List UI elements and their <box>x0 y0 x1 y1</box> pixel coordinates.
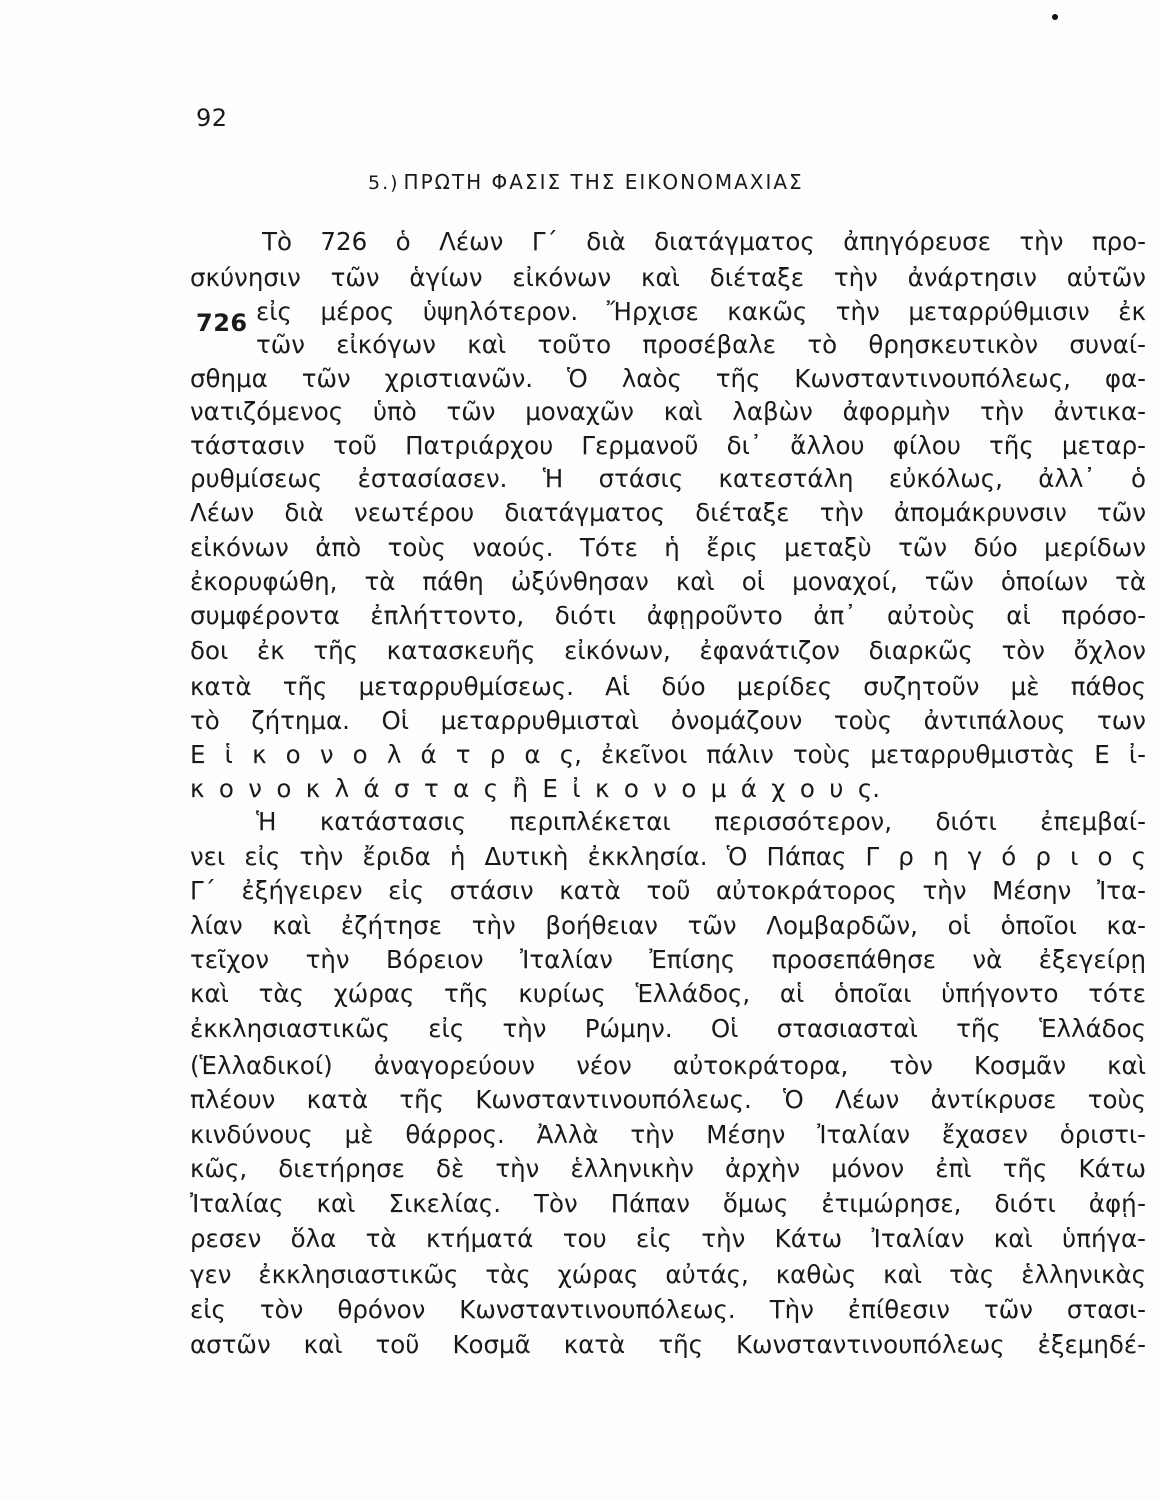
text-line: λίαν καὶ ἐζήτησε τὴν βοήθειαν τῶν Λομβαρδῶν, οἱ ὁποῖοι κα- <box>190 911 1146 940</box>
text-line: εἰκόνων ἀπὸ τοὺς ναούς. Τότε ἡ ἔρις μεταξὺ τῶν δύο μερίδων <box>190 533 1146 562</box>
text-line: σθημα τῶν χριστιανῶν. Ὁ λαὸς τῆς Κωνσταντινουπόλεως, φα- <box>190 364 1146 393</box>
text-line: Ἡ κατάστασις περιπλέκεται περισσότερον, διότι ἐπεμβαί- <box>256 807 1146 836</box>
text-line: Τὸ 726 ὁ Λέων Γ΄ διὰ διατάγματος ἀπηγόρευσε τὴν προ- <box>262 227 1146 256</box>
text-line: νατιζόμενος ὑπὸ τῶν μοναχῶν καὶ λαβὼν ἀφορμὴν τὴν ἀντικα- <box>190 397 1146 426</box>
page-number: 92 <box>196 104 228 132</box>
scan-speck <box>1052 14 1058 20</box>
text-line: τῶν εἰκόγων καὶ τοῦτο προσέβαλε τὸ θρησκευτικὸν συναί- <box>256 330 1146 359</box>
text-line: Γ΄ ἐξήγειρεν εἰς στάσιν κατὰ τοῦ αὐτοκράτορος τὴν Μέσην Ἰτα- <box>190 876 1146 905</box>
text-line: κ ο ν ο κ λ ά σ τ α ς ἢ Ε ἰ κ ο ν ο μ ά χ ο υ ς. <box>190 774 880 803</box>
text-line: ρεσεν ὅλα τὰ κτήματά του εἰς τὴν Κάτω Ἰταλίαν καὶ ὑπήγα- <box>190 1224 1146 1253</box>
text-line: συμφέροντα ἐπλήττοντο, διότι ἀφῃροῦντο ἀπ᾽ αὐτοὺς αἱ πρόσο- <box>190 601 1146 630</box>
text-line: ἐκορυφώθη, τὰ πάθη ὠξύνθησαν καὶ οἱ μοναχοί, τῶν ὁποίων τὰ <box>190 567 1146 596</box>
text-line: νει εἰς τὴν ἔριδα ἡ Δυτικὴ ἐκκλησία. Ὁ Πάπας Γ ρ η γ ό ρ ι ο ς <box>190 842 1146 871</box>
margin-year-note: 726 <box>196 309 248 337</box>
text-line: κατὰ τῆς μεταρρυθμίσεως. Αἱ δύο μερίδες συζητοῦν μὲ πάθος <box>190 672 1146 701</box>
text-line: Λέων διὰ νεωτέρου διατάγματος διέταξε τὴν ἀπομάκρυνσιν τῶν <box>190 498 1146 527</box>
text-line: δοι ἐκ τῆς κατασκευῆς εἰκόνων, ἐφανάτιζον διαρκῶς τὸν ὄχλον <box>190 636 1146 665</box>
text-line: αστῶν καὶ τοῦ Κοσμᾶ κατὰ τῆς Κωνσταντινουπόλεως ἐξεμηδέ- <box>190 1330 1146 1359</box>
section-heading <box>368 170 804 194</box>
text-line: τάστασιν τοῦ Πατριάρχου Γερμανοῦ δι᾽ ἄλλου φίλου τῆς μεταρ- <box>190 431 1146 460</box>
text-line: γεν ἐκκλησιαστικῶς τὰς χώρας αὐτάς, καθὼς καὶ τὰς ἑλληνικὰς <box>190 1260 1146 1289</box>
text-line: τεῖχον τὴν Βόρειον Ἰταλίαν Ἐπίσης προσεπάθησε νὰ ἐξεγείρῃ <box>190 945 1146 974</box>
text-line: κῶς, διετήρησε δὲ τὴν ἑλληνικὴν ἀρχὴν μόνον ἐπὶ τῆς Κάτω <box>190 1154 1146 1183</box>
text-line: πλέουν κατὰ τῆς Κωνσταντινουπόλεως. Ὁ Λέων ἀντίκρυσε τοὺς <box>190 1085 1146 1114</box>
section-number: 5.) <box>368 172 400 194</box>
text-line: σκύνησιν τῶν ἁγίων εἰκόνων καὶ διέταξε τὴν ἀνάρτησιν αὐτῶν <box>190 263 1146 292</box>
text-line: (Ἑλλαδικοί) ἀναγορεύουν νέον αὐτοκράτορα, τὸν Κοσμᾶν καὶ <box>190 1051 1146 1080</box>
text-line: καὶ τὰς χώρας τῆς κυρίως Ἑλλάδος, αἱ ὁποῖαι ὑπήγοντο τότε <box>190 979 1146 1008</box>
text-line: Ἰταλίας καὶ Σικελίας. Τὸν Πάπαν ὅμως ἐτιμώρησε, διότι ἀφῄ- <box>190 1189 1146 1218</box>
text-line: τὸ ζήτημα. Οἱ μεταρρυθμισταὶ ὀνομάζουν τοὺς ἀντιπάλους των <box>190 706 1146 735</box>
text-line: εἰς τὸν θρόνον Κωνσταντινουπόλεως. Τὴν ἐπίθεσιν τῶν στασι- <box>190 1295 1146 1324</box>
text-line: Ε ἱ κ ο ν ο λ ά τ ρ α ς, ἐκεῖνοι πάλιν τοὺς μεταρρυθμιστὰς Ε ἰ- <box>190 740 1146 769</box>
text-line: ρυθμίσεως ἐστασίασεν. Ἡ στάσις κατεστάλη εὐκόλως, ἀλλ᾽ ὁ <box>190 464 1146 493</box>
text-line: εἰς μέρος ὑψηλότερον. Ἤρχισε κακῶς τὴν μεταρρύθμισιν ἐκ <box>256 297 1146 326</box>
text-line: κινδύνους μὲ θάρρος. Ἀλλὰ τὴν Μέσην Ἰταλίαν ἔχασεν ὁριστι- <box>190 1120 1146 1149</box>
text-line: ἐκκλησιαστικῶς εἰς τὴν Ρώμην. Οἱ στασιασταὶ τῆς Ἑλλάδος <box>190 1014 1146 1043</box>
section-title: ΠΡΩΤΗ ΦΑΣΙΣ ΤΗΣ ΕΙΚΟΝΟΜΑΧΙΑΣ <box>403 170 804 194</box>
